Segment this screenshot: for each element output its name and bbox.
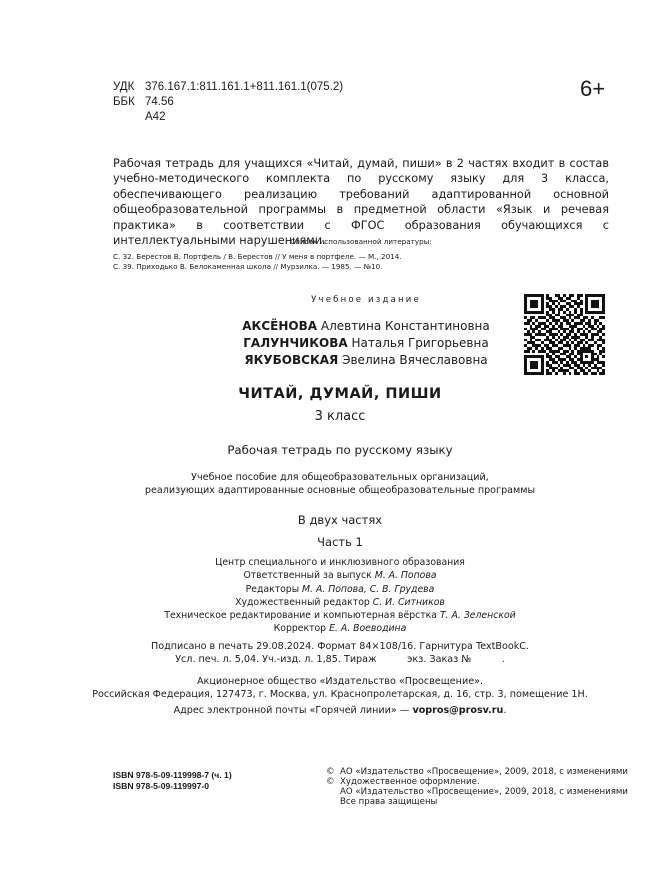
imprint-line: Усл. печ. л. 5,04. Уч.-изд. л. 1,85. Тираж экз. Заказ № .: [175, 654, 505, 665]
isbn-block: [113, 770, 232, 791]
copyright-icon: ©: [326, 767, 335, 777]
author-given-name: Алевтина Константиновна: [320, 319, 490, 333]
credit-name: Е. А. Воеводина: [329, 623, 407, 635]
isbn-line: ISBN 978-5-09-119997-0: [113, 780, 210, 791]
literature-title: Список использованной литературы:: [290, 237, 432, 246]
hotline-email-link[interactable]: vopros@prosv.ru: [412, 705, 504, 716]
author-surname: АКСЁНОВА: [242, 319, 318, 333]
credits-block: [130, 556, 550, 636]
imprint-line: Подписано в печать 29.08.2024. Формат 84×108/16. Гарнитура TextBookC.: [150, 641, 530, 652]
hotline-line: Адрес электронной почты «Горячей линии» — vopros@prosv.ru.: [173, 705, 507, 716]
copyright-line: Все права защищены: [340, 797, 438, 807]
book-title: ЧИТАЙ, ДУМАЙ, ПИШИ: [238, 386, 442, 402]
author-given-name: Наталья Григорьевна: [351, 336, 489, 350]
author-given-name: Эвелина Вячеславовна: [342, 353, 488, 367]
credit-role: Редакторы: [245, 583, 300, 595]
publisher-block: [92, 675, 588, 701]
bbk-row: [113, 95, 343, 110]
annotation-text: Рабочая тетрадь для учащихся «Читай, думай, пиши» в 2 частях входит в состав учебно-методического комплекта по русскому языку для 3 класса, обеспечивающего реализацию требований адаптированной основной общеобразовательной программы в предметной области «Язык и речевая практика» в соответствии с ФГОС образования обучающихся с интеллектуальными нарушениями.: [113, 157, 609, 248]
credit-role: Ответственный за выпуск: [243, 570, 372, 582]
part-number: Часть 1: [317, 535, 363, 549]
isbn-line: ISBN 978-5-09-119998-7 (ч. 1): [113, 770, 232, 780]
udk-value: 376.167.1:811.161.1+811.161.1(075.2): [145, 81, 344, 93]
author-row: [236, 318, 496, 335]
bbk-label: ББК: [113, 96, 135, 108]
credit-row: [130, 622, 550, 635]
parts-count: В двух частях: [297, 513, 383, 527]
credit-name: М. А. Попова: [374, 570, 437, 582]
author-row: [236, 335, 496, 352]
author-row: [236, 352, 496, 369]
credit-name: М. А. Попова, С. В. Грудева: [302, 583, 435, 595]
udk-label: УДК: [113, 81, 135, 93]
edition-type: Учебное издание: [311, 295, 421, 305]
book-grade: 3 класс: [314, 409, 366, 424]
credit-role: Корректор: [273, 623, 327, 635]
manual-line: Учебное пособие для общеобразовательных организаций,: [191, 472, 489, 483]
imprint-block: [110, 640, 570, 666]
copyright-block: [326, 767, 628, 807]
manual-description: [110, 471, 570, 497]
copyright-line: АО «Издательство «Просвещение», 2009, 2018, с изменениями: [340, 767, 628, 777]
credit-row: [130, 569, 550, 582]
age-rating: 6+: [580, 76, 606, 101]
author-surname: ЯКУБОВСКАЯ: [244, 353, 339, 367]
literature-list: [113, 252, 402, 272]
publisher-name: Акционерное общество «Издательство «Просвещение».: [196, 676, 484, 687]
copyright-icon: ©: [326, 777, 335, 787]
annotation: [113, 156, 609, 248]
credits-center: Центр специального и инклюзивного образования: [215, 557, 465, 568]
literature-item: С. 32. Берестов В. Портфель / В. Берестов // У меня в портфеле. — М., 2014.: [113, 252, 402, 261]
hotline-label: Адрес электронной почты «Горячей линии» —: [173, 705, 413, 716]
credit-row: [130, 583, 550, 596]
author-surname: ГАЛУНЧИКОВА: [243, 336, 348, 350]
credit-name: Т. А. Зеленской: [439, 610, 516, 622]
credit-role: Техническое редактирование и компьютерная вёрстка: [164, 610, 437, 622]
publisher-address: Российская Федерация, 127473, г. Москва, ул. Краснопролетарская, д. 16, стр. 3, помещение 1Н.: [92, 689, 588, 700]
author-mark: А42: [145, 111, 166, 123]
copyright-line: АО «Издательство «Просвещение», 2009, 2018, с изменениями: [340, 787, 628, 797]
credit-row: [130, 596, 550, 609]
authors-block: [236, 318, 496, 369]
qr-code-icon: [524, 294, 605, 375]
credit-role: Художественный редактор: [235, 596, 370, 608]
credit-name: С. И. Ситников: [372, 596, 445, 608]
copyright-line: Художественное оформление.: [340, 777, 480, 787]
author-mark-row: [113, 110, 343, 125]
book-subtitle: Рабочая тетрадь по русскому языку: [227, 443, 453, 457]
credit-row: [130, 609, 550, 622]
bbk-value: 74.56: [145, 96, 174, 108]
manual-line: реализующих адаптированные основные общеобразовательные программы: [144, 485, 536, 496]
literature-item: С. 39. Приходько В. Белокаменная школа // Мурзилка. — 1985. — №10.: [113, 262, 383, 271]
udk-row: [113, 80, 343, 95]
classification-block: [113, 80, 343, 125]
